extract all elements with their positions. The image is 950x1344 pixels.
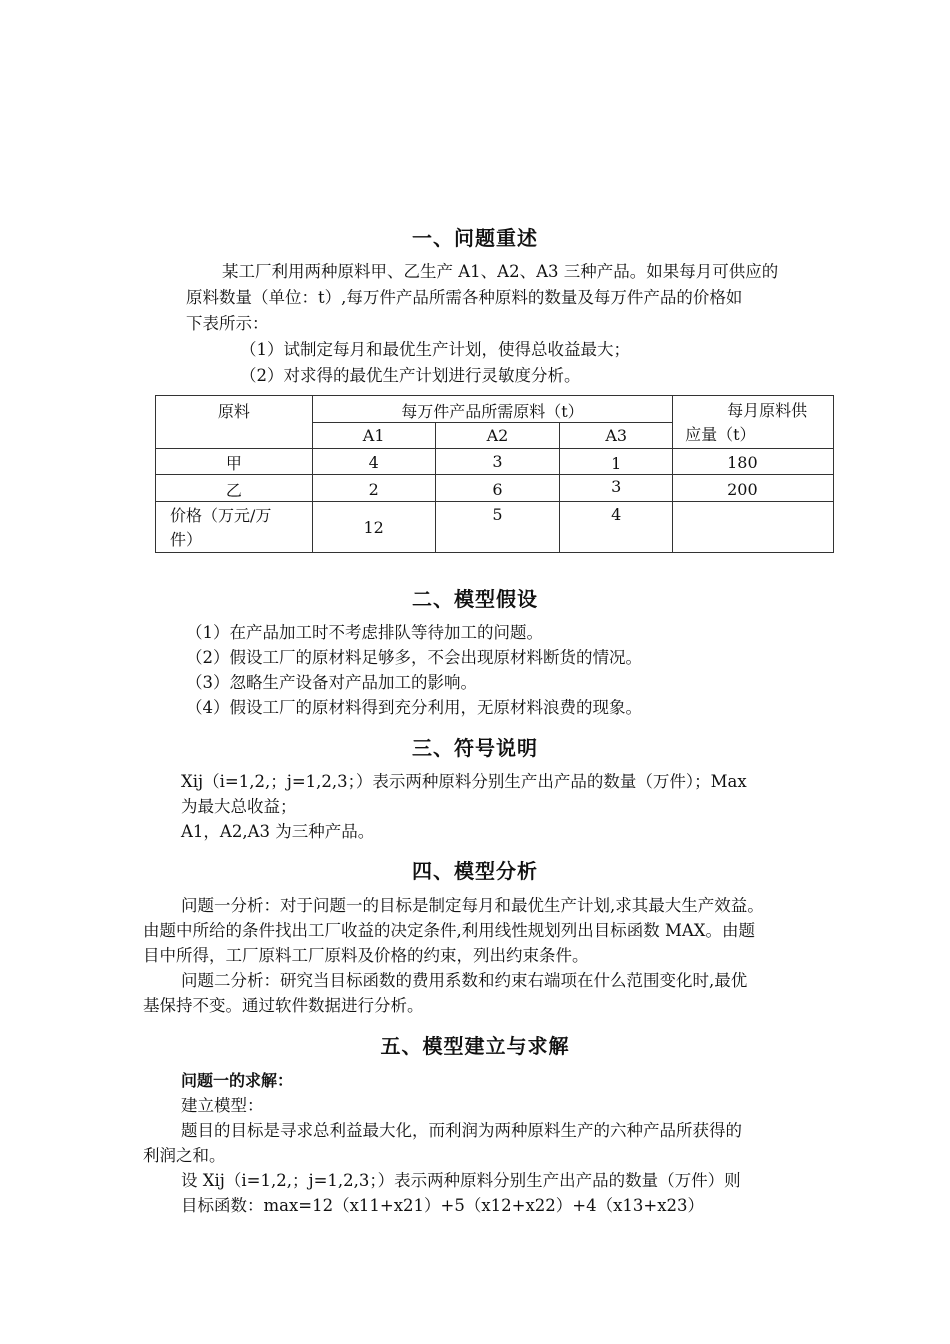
analysis-line: 问题一分析：对于问题一的目标是制定每月和最优生产计划,求其最大生产效益。	[181, 896, 764, 915]
table-cell: 3	[560, 475, 673, 502]
table-row	[156, 475, 834, 502]
analysis-line: 基保持不变。通过软件数据进行分析。	[143, 996, 424, 1015]
solution-line: 建立模型：	[181, 1096, 264, 1115]
analysis-line: 目中所得，工厂原料工厂原料及价格的约束，列出约束条件。	[143, 946, 589, 965]
header-supply-line: 每月原料供	[727, 401, 808, 420]
table-header-row	[156, 396, 834, 423]
header-need: 每万件产品所需原料（t）	[312, 396, 672, 423]
header-material: 原料	[156, 396, 313, 449]
question-item: （2）对求得的最优生产计划进行灵敏度分析。	[240, 366, 581, 385]
section-title-analysis: 四、模型分析	[412, 859, 538, 883]
header-a2: A2	[435, 423, 560, 449]
table-cell: 12	[312, 502, 435, 553]
table-cell: 1	[560, 449, 673, 475]
assumption-item: （3）忽略生产设备对产品加工的影响。	[186, 673, 477, 692]
section-title-assumptions: 二、模型假设	[412, 587, 538, 611]
solution-line: 题目的目标是寻求总利益最大化，而利润为两种原料生产的六种产品所获得的	[181, 1121, 742, 1140]
section-title-model-solution: 五、模型建立与求解	[380, 1034, 570, 1058]
table-cell: 180	[673, 449, 834, 475]
question-item: （1）试制定每月和最优生产计划，使得总收益最大；	[240, 340, 630, 359]
subsection-title: 问题一的求解：	[181, 1071, 294, 1090]
objective-function: 目标函数：max=12（x11+x21）+5（x12+x22）+4（x13+x23）	[181, 1196, 705, 1215]
table-cell: 4	[560, 502, 673, 553]
header-supply	[673, 396, 834, 449]
assumption-item: （1）在产品加工时不考虑排队等待加工的问题。	[186, 623, 543, 642]
solution-line: 利润之和。	[143, 1146, 226, 1165]
row-label: 甲	[156, 449, 313, 475]
table-cell: 200	[673, 475, 834, 502]
row-label	[156, 502, 313, 553]
header-a3: A3	[560, 423, 673, 449]
symbol-line: 为最大总收益；	[181, 797, 297, 816]
header-supply-line: 应量（t）	[685, 425, 756, 444]
row-label: 乙	[156, 475, 313, 502]
section-title-symbols: 三、符号说明	[412, 736, 538, 760]
analysis-line: 问题二分析：研究当目标函数的费用系数和约束右端项在什么范围变化时,最优	[181, 971, 748, 990]
analysis-line: 由题中所给的条件找出工厂收益的决定条件,利用线性规划列出目标函数 MAX。由题	[143, 921, 756, 940]
assumption-item: （4）假设工厂的原材料得到充分利用，无原材料浪费的现象。	[186, 698, 642, 717]
table-cell: 4	[312, 449, 435, 475]
intro-line: 原料数量（单位：t）,每万件产品所需各种原料的数量及每万件产品的价格如	[186, 288, 743, 307]
intro-line: 下表所示：	[186, 314, 269, 333]
material-table	[155, 395, 834, 553]
section-title-problem-restatement: 一、问题重述	[412, 226, 538, 250]
table-cell: 6	[435, 475, 560, 502]
row-label-line: 件）	[170, 530, 203, 549]
table-cell-empty	[673, 502, 834, 553]
row-label-line: 价格（万元/万	[170, 506, 272, 525]
table-cell: 3	[435, 449, 560, 475]
solution-line: 设 Xij（i=1,2,；j=1,2,3；）表示两种原料分别生产出产品的数量（万件）则	[181, 1171, 741, 1190]
symbol-line: Xij（i=1,2,；j=1,2,3；）表示两种原料分别生产出产品的数量（万件）；Max	[181, 772, 747, 791]
intro-line: 某工厂利用两种原料甲、乙生产 A1、A2、A3 三种产品。如果每月可供应的	[222, 262, 779, 281]
table-row	[156, 449, 834, 475]
table-cell: 5	[435, 502, 560, 553]
table-cell: 2	[312, 475, 435, 502]
header-a1: A1	[312, 423, 435, 449]
table-row	[156, 502, 834, 553]
assumption-item: （2）假设工厂的原材料足够多，不会出现原材料断货的情况。	[186, 648, 642, 667]
symbol-line: A1，A2,A3 为三种产品。	[181, 822, 375, 841]
